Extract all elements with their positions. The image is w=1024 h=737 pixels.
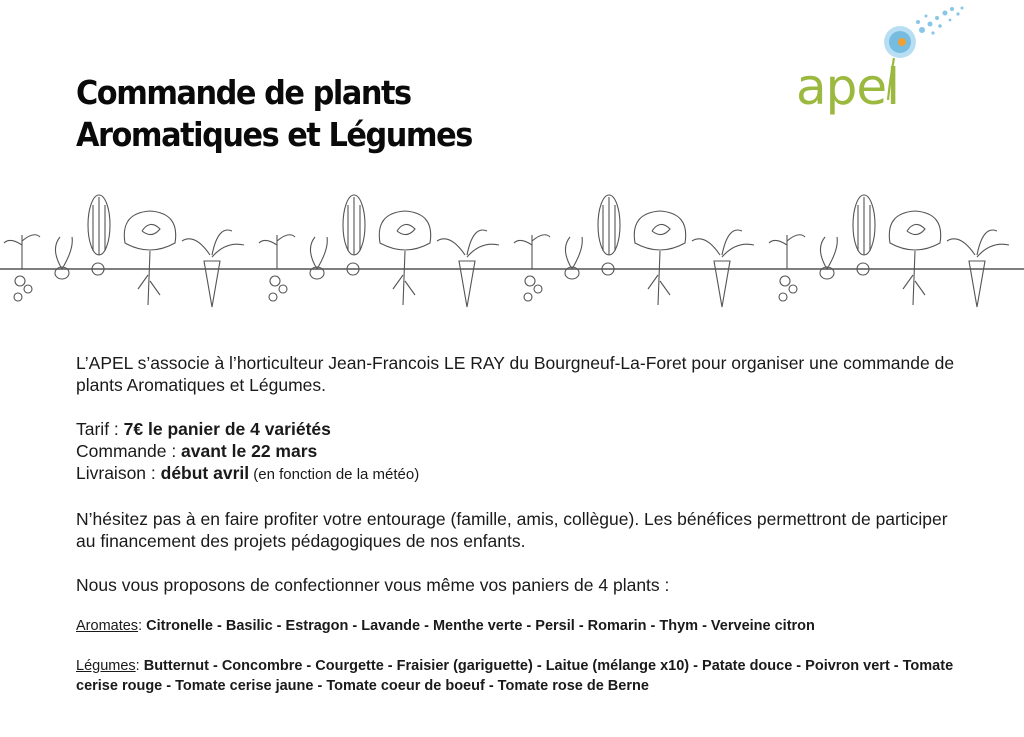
plant-stem — [514, 235, 550, 269]
title-line-1: Commande de plants — [76, 73, 411, 112]
root-bulb — [270, 276, 280, 286]
leek-veins — [858, 197, 870, 255]
carrot-root — [969, 261, 985, 307]
encourage-paragraph: N’hésitez pas à en faire profiter votre entourage (famille, amis, collègue). Les bénéfices permettront de participer au financement des projets pédagogiques de nos enfants. — [76, 509, 948, 551]
root-bulb — [14, 293, 22, 301]
title-line-2: Aromatiques et Légumes — [76, 115, 472, 154]
radish-leaves — [565, 237, 582, 269]
lettuce-roots — [393, 251, 415, 305]
carrot-leaves — [437, 230, 499, 257]
livraison-note: (en fonction de la météo) — [249, 466, 420, 483]
lettuce-head — [634, 211, 685, 250]
plant-stem — [4, 235, 40, 269]
lettuce-spiral — [397, 224, 415, 234]
proposal-paragraph: Nous vous proposons de confectionner vous même vos paniers de 4 plants : — [76, 575, 670, 595]
root-bulb — [269, 293, 277, 301]
legumes-line: Légumes: Butternut - Concombre - Courgette - Fraisier (gariguette) - Laitue (mélange x10) - Patate douce - Poivron vert - Tomate cerise rouge - Tomate cerise jaune - Tomate coeur de boeuf - Tomate rose de Berne — [76, 658, 954, 694]
radish-leaves — [820, 237, 837, 269]
tarif-value: 7€ le panier de 4 variétés — [123, 419, 331, 439]
commande-line — [76, 440, 956, 462]
root-bulb — [24, 285, 32, 293]
leek-veins — [348, 197, 360, 255]
carrot-root — [714, 261, 730, 307]
legumes-label: Légumes — [76, 658, 136, 674]
livraison-value: début avril — [160, 463, 250, 483]
root-bulb — [279, 285, 287, 293]
page-title — [76, 72, 472, 156]
legumes-items: Butternut - Concombre - Courgette - Fraisier (gariguette) - Laitue (mélange x10) - Patate douce - Poivron vert - Tomate cerise rouge - Tomate cerise jaune - Tomate coeur de boeuf - Tomate rose de Berne — [76, 658, 954, 694]
root-bulb — [789, 285, 797, 293]
lettuce-roots — [903, 251, 925, 305]
commande-label: Commande : — [76, 441, 182, 461]
vegetable-group — [514, 195, 754, 307]
carrot-leaves — [182, 230, 244, 257]
root-bulb — [780, 276, 790, 286]
carrot-root — [459, 261, 475, 307]
root-bulb — [524, 293, 532, 301]
lettuce-spiral — [652, 224, 670, 234]
livraison-label: Livraison : — [76, 463, 161, 483]
leek-veins — [93, 197, 105, 255]
root-bulb — [534, 285, 542, 293]
lettuce-head — [124, 211, 175, 250]
intro-paragraph: L’APEL s’associe à l’horticulteur Jean-Francois LE RAY du Bourgneuf-La-Foret pour organiser une commande de plants Aromatiques et Légumes. — [76, 353, 955, 395]
lettuce-head — [889, 211, 940, 250]
root-bulb — [779, 293, 787, 301]
lettuce-spiral — [142, 224, 160, 234]
body-content — [76, 352, 956, 696]
lettuce-roots — [138, 251, 160, 305]
plant-stem — [769, 235, 805, 269]
commande-value: avant le 22 mars — [181, 441, 318, 461]
tarif-label: Tarif : — [76, 419, 124, 439]
lettuce-roots — [648, 251, 670, 305]
root-bulb — [15, 276, 25, 286]
lettuce-spiral — [907, 224, 925, 234]
radish-leaves — [310, 237, 327, 269]
aromates-line: Aromates: Citronelle - Basilic - Estragon - Lavande - Menthe verte - Persil - Romarin - Thym - Verveine citron — [76, 618, 815, 634]
aromates-label: Aromates — [76, 618, 139, 634]
vegetable-group — [259, 195, 499, 307]
livraison-line — [76, 462, 956, 486]
carrot-leaves — [947, 230, 1009, 257]
vegetable-group — [769, 195, 1009, 307]
lettuce-head — [379, 211, 430, 250]
aromates-items: Citronelle - Basilic - Estragon - Lavande - Menthe verte - Persil - Romarin - Thym - Verveine citron — [146, 618, 815, 634]
radish-leaves — [55, 237, 72, 269]
leek-veins — [603, 197, 615, 255]
tarif-line — [76, 418, 956, 440]
carrot-leaves — [692, 230, 754, 257]
vegetable-group — [4, 195, 244, 307]
plant-stem — [259, 235, 295, 269]
carrot-root — [204, 261, 220, 307]
vegetable-frieze-illustration — [0, 185, 1024, 315]
root-bulb — [525, 276, 535, 286]
apel-logo-text: apel — [796, 58, 900, 116]
